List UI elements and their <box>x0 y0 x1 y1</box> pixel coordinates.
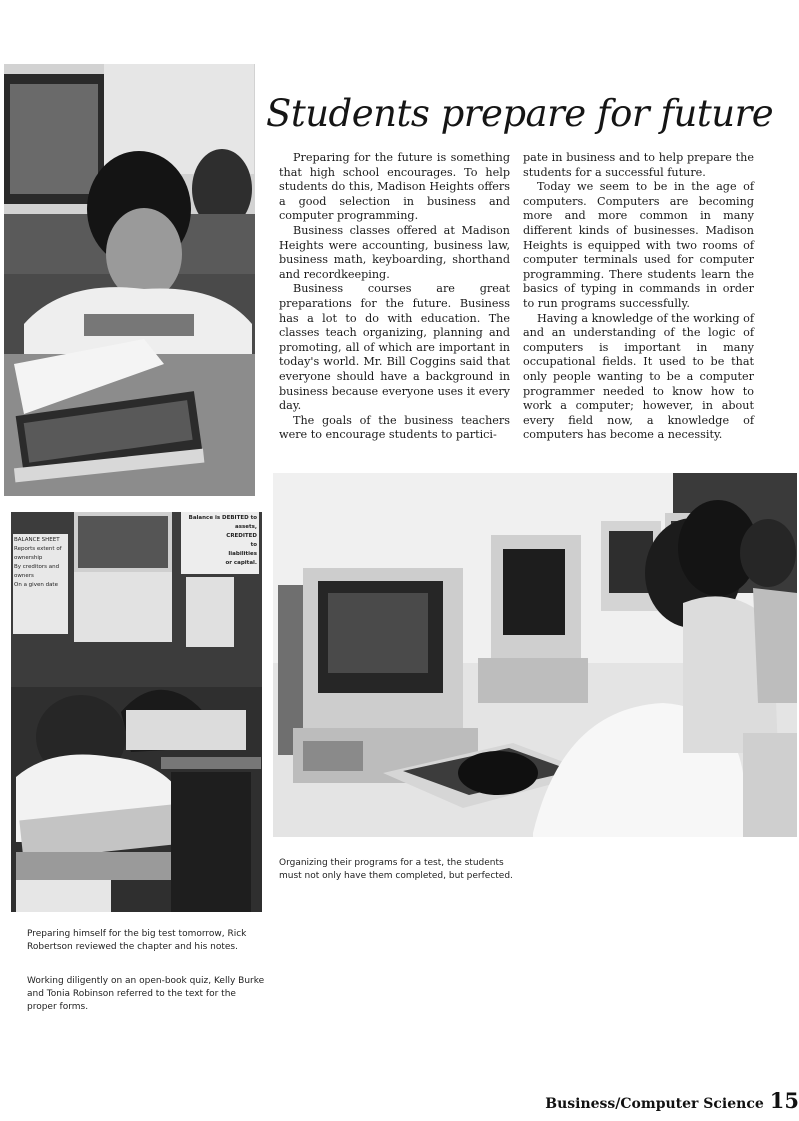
article-paragraph: pate in business and to help prepare the students for a successful future. <box>523 151 754 179</box>
article-paragraph: Business classes offered at Madison Heights were accounting, business law, business math, keyboarding, shorthand and recordkeeping. <box>279 223 510 281</box>
balance-sheet-poster <box>14 536 66 590</box>
caption-computer-lab: Organizing their programs for a test, the students must not only have them completed, but perfected. <box>279 858 513 881</box>
article-paragraph: Today we seem to be in the age of computers. Computers are becoming more and more common in many different kinds of businesses. Madison Heights is equipped with two rooms of computer terminals used for computer programming. There students learn the basics of typing in commands in order to run programs successfully. <box>523 180 754 310</box>
headline: Students prepare for future <box>266 92 774 135</box>
photo-classroom-quiz <box>11 512 262 912</box>
article-column-left <box>279 151 510 443</box>
chart-line: Balance is DEBITED to <box>188 515 257 521</box>
caption-classroom-quiz: Working diligently on an open-book quiz, Kelly Burke and Tonia Robinson referred to the text for the proper forms. <box>27 976 265 1012</box>
chart-line: to <box>250 542 257 548</box>
chart-line: CREDITED <box>226 533 257 539</box>
poster-line: By creditors and owners <box>14 564 60 579</box>
chart-line: or capital. <box>225 560 257 566</box>
article-paragraph: Business courses are great preparations for the future. Business has a lot to do with education. The classes teach organizing, planning and promoting, all of which are important in today's world. Mr. Bill Coggins said that everyone should have a background in business because everyone uses it every day. <box>279 282 510 413</box>
article-column-right <box>523 151 754 443</box>
section-title: Business/Computer Science <box>545 1096 764 1112</box>
article-paragraph: Having a knowledge of the working of and an understanding of the logic of computers is important in many occupational fields. It used to be that only people wanting to be a computer programmer needed to know how to work a computer; however, in about every field now, a knowledge of computers has become a necessity. <box>523 311 754 442</box>
chart-line: assets, <box>235 524 257 530</box>
caption-student-reading: Preparing himself for the big test tomorrow, Rick Robertson reviewed the chapter and his notes. <box>27 929 247 952</box>
page-footer <box>545 1088 799 1113</box>
debit-credit-chart <box>183 514 257 568</box>
photo-computer-lab <box>273 473 797 837</box>
poster-line: BALANCE SHEET <box>14 537 60 543</box>
page-number: 15 <box>769 1088 799 1113</box>
chart-line: liabilities <box>228 551 257 557</box>
poster-line: Reports extent of ownership <box>14 546 62 561</box>
article-paragraph: The goals of the business teachers were to encourage students to partici- <box>279 413 510 442</box>
photo-student-reading <box>4 64 255 496</box>
article-paragraph: Preparing for the future is something that high school encourages. To help students do this, Madison Heights offers a good selection in business and computer programming. <box>279 151 510 223</box>
poster-line: On a given date <box>14 582 58 588</box>
